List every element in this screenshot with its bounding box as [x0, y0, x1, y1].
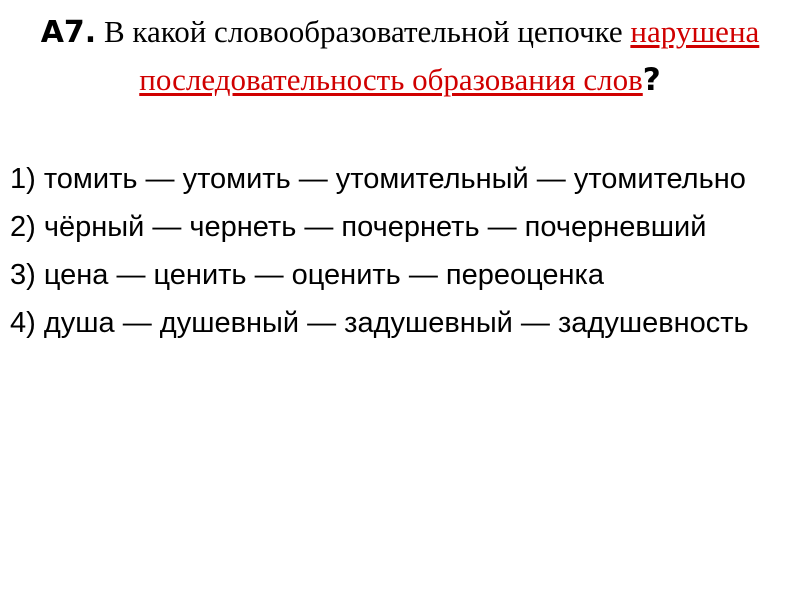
answer-option-4: 4) душа — душевный — задушевный — задушевность — [10, 307, 749, 339]
question-text: В какой словообразовательной цепочке — [96, 14, 631, 49]
answer-option-1: 1) томить — утомить — утомительный — утомительно — [10, 163, 746, 195]
answer-options — [10, 155, 788, 347]
answer-option-3: 3) цена — ценить — оценить — переоценка — [10, 259, 605, 291]
question-highlight: нарушена последовательность образования слов — [139, 14, 760, 97]
question-mark: ? — [642, 62, 661, 98]
question-heading — [12, 8, 788, 104]
question-number: А7. — [40, 15, 97, 50]
answer-option-2: 2) чёрный — чернеть — почернеть — почерневший — [10, 211, 707, 243]
